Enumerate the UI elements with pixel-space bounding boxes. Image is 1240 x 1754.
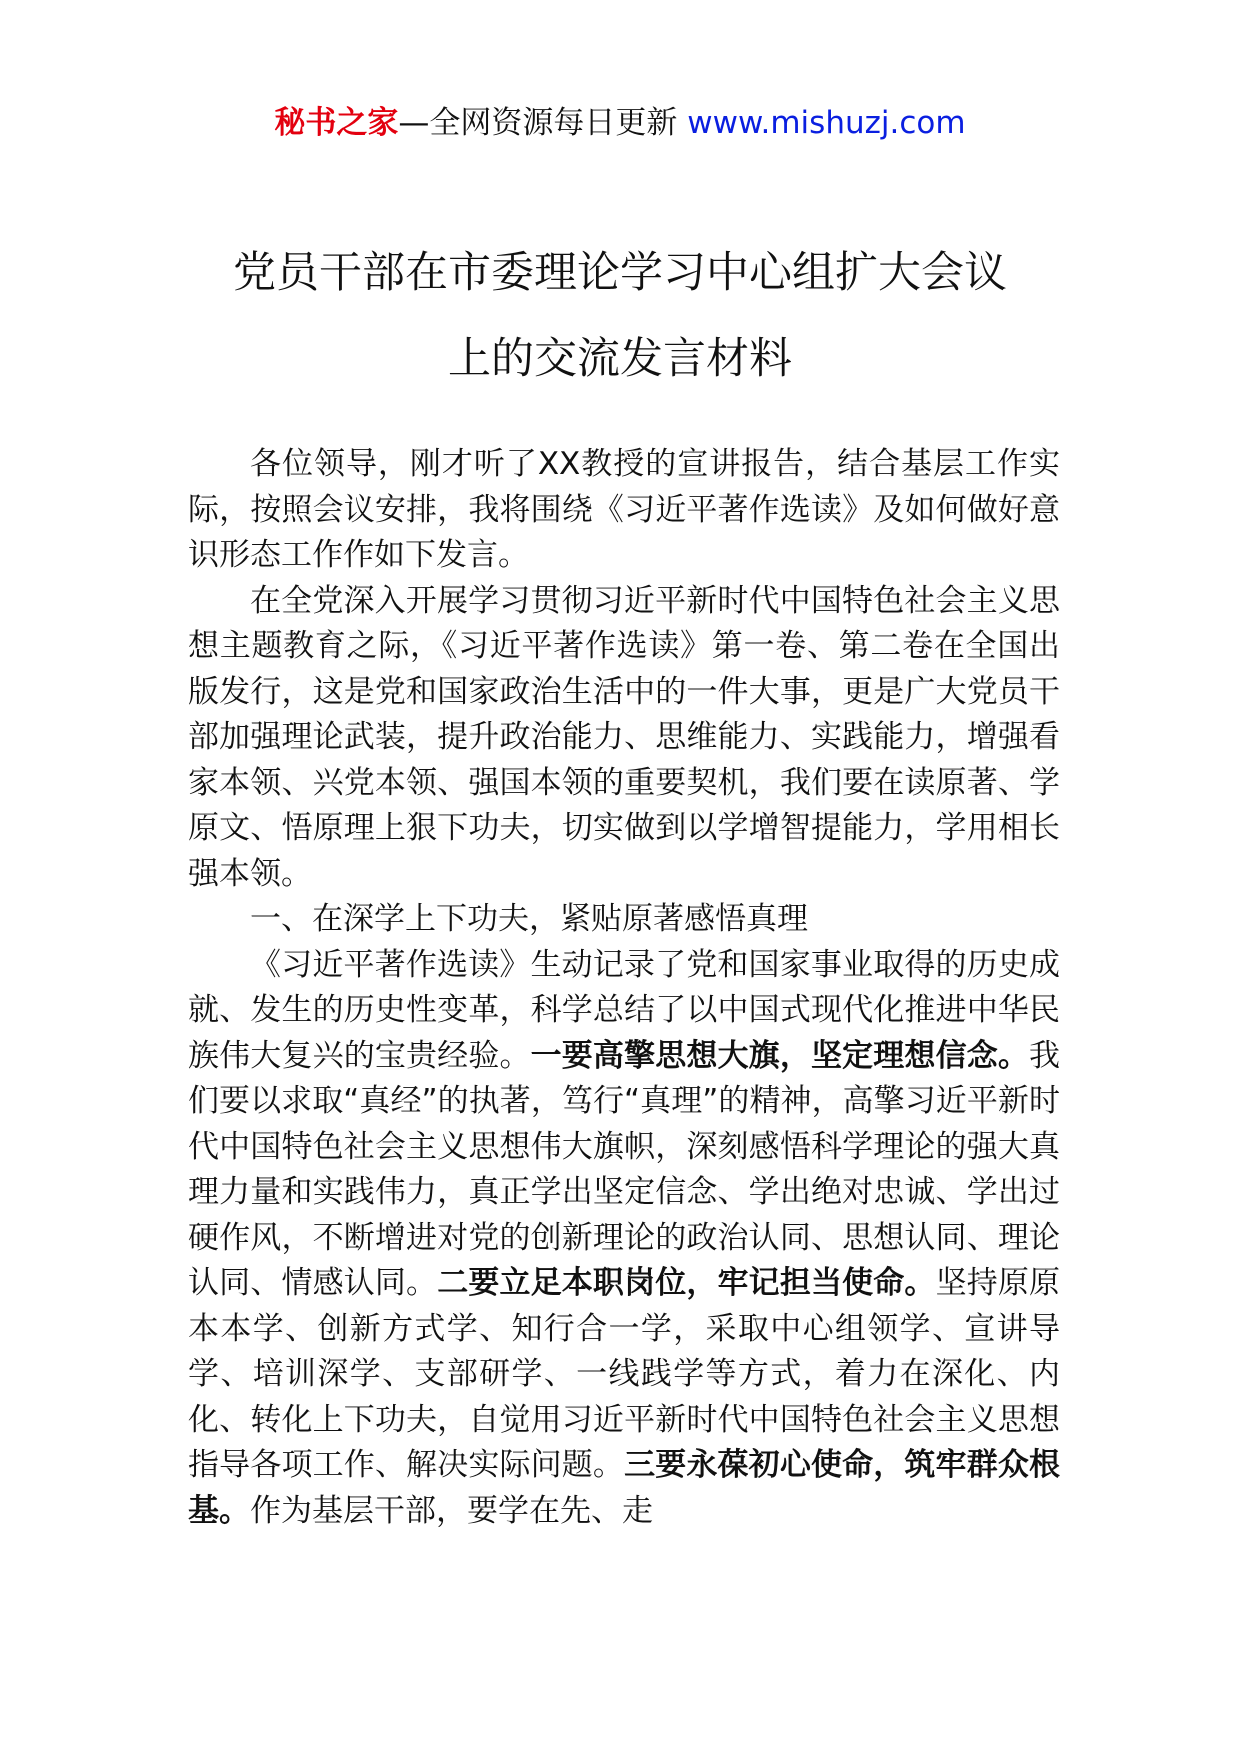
- site-url-link[interactable]: www.mishuzj.com: [687, 105, 966, 141]
- document-title: [150, 230, 1090, 402]
- key-point-3: 三要永葆初心使命，筑牢群众根基。: [188, 1447, 1061, 1529]
- paragraph-section-1: [188, 943, 1060, 1535]
- document-title-line-1: 党员干部在市委理论学习中心组扩大会议: [233, 248, 1007, 298]
- paragraph-text: 《习近平著作选读》生动记录了党和国家事业取得的历史成就、发生的历史性变革，科学总结了以中国式现代化推进中华民族伟大复兴的宝贵经验。: [188, 946, 1060, 1074]
- site-slogan: —全网资源每日更新: [398, 105, 678, 141]
- paragraph-text: 我们要以求取“真经”的执著，笃行“真理”的精神，高擎习近平新时代中国特色社会主义思想伟大旗帜，深刻感悟科学理论的强大真理力量和实践伟力，真正学出坚定信念、学出绝对忠诚、学出过硬作风，不断增进对党的创新理论的政治认同、思想认同、理论认同、情感认同。: [188, 1037, 1061, 1301]
- section-heading-1: 一、在深学上下功夫，紧贴原著感悟真理: [250, 901, 808, 937]
- key-point-2: 二要立足本职岗位，牢记担当使命。: [437, 1265, 936, 1301]
- paragraph-text: 作为基层干部，要学在先、走: [250, 1492, 653, 1529]
- paragraph-context: 在全党深入开展学习贯彻习近平新时代中国特色社会主义思想主题教育之际，《习近平著作选读》第一卷、第二卷在全国出版发行，这是党和国家政治生活中的一件大事，更是广大党员干部加强理论武装，提升政治能力、思维能力、实践能力，增强看家本领、兴党本领、强国本领的重要契机，我们要在读原著、学原文、悟原理上狠下功夫，切实做到以学增智提能力，学用相长强本领。: [188, 582, 1060, 892]
- paragraph-text: 坚持原原本本学、创新方式学、知行合一学，采取中心组领学、宣讲导学、培训深学、支部研学、一线践学等方式，着力在深化、内化、转化上下功夫，自觉用习近平新时代中国特色社会主义思想指导各项工作、解决实际问题。: [188, 1265, 1061, 1483]
- paragraph-opening: 各位领导，刚才听了XX教授的宣讲报告，结合基层工作实际，按照会议安排，我将围绕《习近平著作选读》及如何做好意识形态工作作如下发言。: [188, 446, 1060, 573]
- document-title-line-2: 上的交流发言材料: [448, 334, 792, 384]
- site-brand: 秘书之家: [274, 105, 399, 141]
- site-header: [0, 100, 1240, 146]
- key-point-1: 一要高擎思想大旗，坚定理想信念。: [530, 1037, 1030, 1074]
- document-body: [188, 442, 1060, 1534]
